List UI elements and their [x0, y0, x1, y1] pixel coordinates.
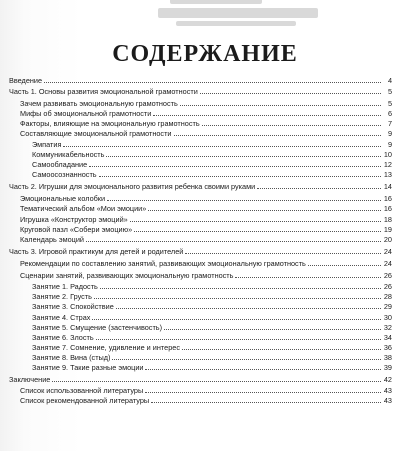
toc-entry[interactable]	[32, 159, 392, 169]
toc-entry-page: 18	[383, 215, 392, 224]
toc-entry[interactable]	[20, 224, 392, 234]
toc-entry-text: Составляющие эмоциональной грамотности	[20, 129, 172, 138]
toc-entry-page: 24	[383, 247, 392, 256]
toc-entry-page: 34	[383, 333, 392, 342]
leader-dots	[180, 105, 381, 106]
toc-entry-text: Занятие 8. Вина (стыд)	[32, 353, 111, 362]
toc-entry-text: Введение	[9, 76, 43, 85]
toc-entry-text: Занятие 7. Сомнение, удивление и интерес	[32, 343, 180, 352]
toc-entry-text: Занятие 5. Смущение (застенчивость)	[32, 323, 163, 332]
toc-entry-text: Календарь эмоций	[20, 235, 84, 244]
toc-entry-page: 43	[383, 396, 392, 405]
leader-dots	[52, 381, 381, 382]
toc-entry[interactable]	[32, 312, 392, 322]
toc-entry-page: 5	[387, 87, 392, 96]
toc-entry-page: 10	[383, 150, 392, 159]
toc-entry[interactable]	[32, 281, 392, 291]
toc-title: СОДЕРЖАНИЕ	[112, 41, 298, 67]
toc-entry[interactable]	[20, 98, 392, 108]
toc-entry[interactable]	[32, 322, 392, 332]
leader-dots	[134, 231, 381, 232]
toc-entry-page: 4	[387, 76, 392, 85]
toc-entry-text: Часть 1. Основы развития эмоциональной грамотности	[9, 87, 198, 96]
toc-entry-text: Эмоциональные колобки	[20, 194, 106, 203]
toc-entry-page: 19	[383, 225, 392, 234]
leader-dots	[145, 369, 381, 370]
leader-dots	[100, 288, 381, 289]
toc-entry-text: Список использованной литературы	[20, 386, 144, 395]
toc-entry-text: Занятие 3. Спокойствие	[32, 302, 114, 311]
toc-entry-text: Факторы, влияющие на эмоциональную грамотность	[20, 119, 200, 128]
leader-dots	[174, 135, 382, 136]
toc-entry[interactable]	[32, 352, 392, 362]
toc-entry-text: Занятие 2. Грусть	[32, 292, 92, 301]
toc-entry-page: 20	[383, 235, 392, 244]
leader-dots	[106, 156, 381, 157]
toc-entry-page: 16	[383, 204, 392, 213]
toc-entry[interactable]	[32, 342, 392, 352]
toc-entry-text: Список рекомендованной литературы	[20, 396, 150, 405]
toc-entry-text: Эмпатия	[32, 140, 62, 149]
toc-entry-page: 32	[383, 323, 392, 332]
toc-entry[interactable]	[20, 203, 392, 213]
toc-entry[interactable]	[32, 149, 392, 159]
toc-entry-page: 26	[383, 271, 392, 280]
leader-dots	[86, 241, 381, 242]
toc-entry[interactable]	[20, 395, 392, 405]
toc-entry-text: Занятие 1. Радость	[32, 282, 98, 291]
toc-entry-page: 12	[383, 160, 392, 169]
leader-dots	[257, 188, 381, 189]
toc-entry-page: 30	[383, 313, 392, 322]
leader-dots	[151, 402, 381, 403]
toc-entry[interactable]	[9, 246, 392, 256]
toc-entry-text: Коммуникабельность	[32, 150, 105, 159]
toc-entry[interactable]	[32, 139, 392, 149]
leader-dots	[96, 339, 381, 340]
toc-entry[interactable]	[20, 193, 392, 203]
leader-dots	[89, 166, 381, 167]
toc-entry-text: Рекомендации по составлению занятий, развивающих эмоциональную грамотность	[20, 259, 306, 268]
toc-entry-text: Самоосознанность	[32, 170, 97, 179]
toc-entry[interactable]	[32, 332, 392, 342]
toc-entry-page: 5	[387, 99, 392, 108]
toc-entry-page: 16	[383, 194, 392, 203]
toc-entry[interactable]	[32, 301, 392, 311]
toc-entry-text: Круговой пазл «Собери эмоцию»	[20, 225, 133, 234]
toc-entry-page: 7	[387, 119, 392, 128]
toc-entry-text: Занятие 9. Такие разные эмоции	[32, 363, 144, 372]
leader-dots	[63, 146, 381, 147]
toc-entry[interactable]	[20, 385, 392, 395]
toc-entry[interactable]	[20, 128, 392, 138]
toc-entry[interactable]	[20, 270, 392, 280]
bleed-through-text	[150, 0, 330, 31]
toc-entry-text: Заключение	[9, 375, 51, 384]
leader-dots	[130, 221, 381, 222]
leader-dots	[44, 82, 381, 83]
toc-entry-page: 38	[383, 353, 392, 362]
leader-dots	[145, 392, 381, 393]
toc-entry-text: Часть 2. Игрушки для эмоционального развития ребенка своими руками	[9, 182, 256, 191]
leader-dots	[116, 308, 381, 309]
toc-entry-text: Часть 3. Игровой практикум для детей и родителей	[9, 247, 184, 256]
toc-entry-text: Тематический альбом «Мои эмоции»	[20, 204, 147, 213]
toc-entry-text: Сценарии занятий, развивающих эмоциональную грамотность	[20, 271, 234, 280]
toc-entry[interactable]	[20, 118, 392, 128]
toc-entry[interactable]	[20, 108, 392, 118]
leader-dots	[112, 359, 381, 360]
toc-entry[interactable]	[9, 75, 392, 85]
leader-dots	[107, 200, 381, 201]
toc-entry-text: Игрушка «Конструктор эмоций»	[20, 215, 128, 224]
toc-entry[interactable]	[20, 214, 392, 224]
toc-entry-text: Занятие 4. Страх	[32, 313, 91, 322]
toc-entry-page: 13	[383, 170, 392, 179]
toc-entry[interactable]	[32, 362, 392, 372]
toc-entry-text: Занятие 6. Злость	[32, 333, 94, 342]
toc-entry-page: 9	[387, 129, 392, 138]
leader-dots	[200, 93, 381, 94]
toc-entry[interactable]	[32, 169, 392, 179]
toc-entry-page: 36	[383, 343, 392, 352]
toc-entry-page: 28	[383, 292, 392, 301]
leader-dots	[182, 349, 381, 350]
leader-dots	[153, 115, 381, 116]
toc-entry[interactable]	[9, 374, 392, 384]
toc-entry-text: Самообладание	[32, 160, 88, 169]
toc-entry-page: 42	[383, 375, 392, 384]
toc-entry[interactable]	[9, 86, 392, 96]
leader-dots	[92, 319, 381, 320]
toc-entry[interactable]	[20, 258, 392, 268]
leader-dots	[308, 265, 381, 266]
toc-entry-page: 39	[383, 363, 392, 372]
toc-entry-page: 14	[383, 182, 392, 191]
leader-dots	[202, 125, 381, 126]
toc-entry-page: 26	[383, 282, 392, 291]
toc-entry-text: Зачем развивать эмоциональную грамотность	[20, 99, 178, 108]
toc-entry-page: 43	[383, 386, 392, 395]
leader-dots	[235, 277, 381, 278]
leader-dots	[99, 176, 381, 177]
leader-dots	[185, 253, 381, 254]
leader-dots	[148, 210, 381, 211]
toc-entry[interactable]	[20, 234, 392, 244]
toc-entry-page: 9	[387, 140, 392, 149]
toc-entry[interactable]	[9, 181, 392, 191]
toc-entry-page: 24	[383, 259, 392, 268]
toc-entry-page: 6	[387, 109, 392, 118]
leader-dots	[164, 329, 381, 330]
leader-dots	[94, 298, 381, 299]
toc-entry-page: 29	[383, 302, 392, 311]
toc-entry[interactable]	[32, 291, 392, 301]
toc-entry-text: Мифы об эмоциональной грамотности	[20, 109, 152, 118]
